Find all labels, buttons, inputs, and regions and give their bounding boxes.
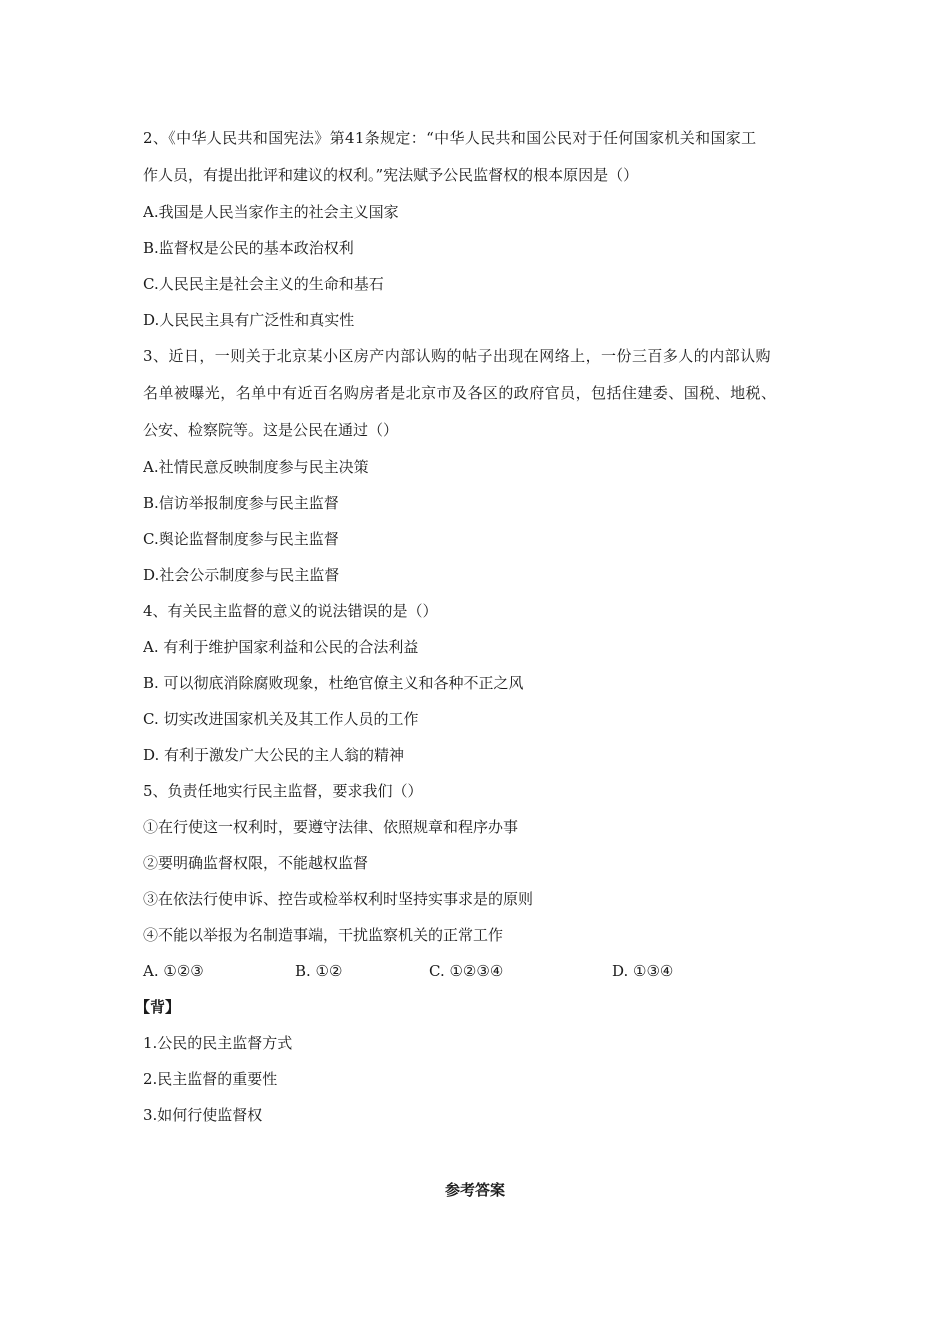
question-4 [143,593,813,773]
question-2-stem-line-1: 2、《中华人民共和国宪法》第41条规定：“中华人民共和国公民对于任何国家机关和国家工 [143,129,757,147]
question-4-option-c: C. 切实改进国家机关及其工作人员的工作 [143,710,419,728]
question-3-stem-line-1: 3、近日，一则关于北京某小区房产内部认购的帖子出现在网络上，一份三百多人的内部认购 [143,347,771,365]
recite-section [135,989,813,1133]
question-3-option-a: A.社情民意反映制度参与民主决策 [143,458,369,476]
question-2-stem-line-2: 作人员，有提出批评和建议的权利。”宪法赋予公民监督权的根本原因是（） [143,166,639,184]
question-5-statement-4: ④不能以举报为名制造事端，干扰监察机关的正常工作 [143,926,504,944]
question-5-choice-b: B. ①② [295,962,343,980]
question-5-choice-a: A. ①②③ [143,962,204,980]
answer-title: 参考答案 [444,1181,505,1199]
question-5-stem: 5、负责任地实行民主监督，要求我们（） [143,782,423,800]
question-4-option-d: D. 有利于激发广大公民的主人翁的精神 [143,746,405,764]
question-5-statement-3: ③在依法行使申诉、控告或检举权利时坚持实事求是的原则 [143,890,534,908]
question-2 [143,120,813,338]
recite-item-1: 1.公民的民主监督方式 [143,1034,293,1052]
question-5-statement-1: ①在行使这一权利时，要遵守法律、依照规章和程序办事 [143,818,519,836]
recite-item-2: 2.民主监督的重要性 [143,1070,278,1088]
question-3-option-d: D.社会公示制度参与民主监督 [143,566,340,584]
question-2-option-b: B.监督权是公民的基本政治权利 [143,239,354,257]
question-5 [143,773,813,989]
question-4-stem: 4、有关民主监督的意义的说法错误的是（） [143,602,438,620]
question-5-choice-d: D. ①③④ [612,962,674,980]
question-5-choice-c: C. ①②③④ [429,962,504,980]
question-5-statement-2: ②要明确监督权限，不能越权监督 [143,854,369,872]
document-content [135,120,813,1133]
question-3 [143,338,813,593]
question-2-option-a: A.我国是人民当家作主的社会主义国家 [143,203,399,221]
recite-item-3: 3.如何行使监督权 [143,1106,263,1124]
recite-heading: 【背】 [135,998,181,1016]
question-3-stem-line-3: 公安、检察院等。这是公民在通过（） [143,421,399,439]
question-2-option-c: C.人民民主是社会主义的生命和基石 [143,275,384,293]
question-4-option-a: A. 有利于维护国家利益和公民的合法利益 [143,638,419,656]
question-3-option-c: C.舆论监督制度参与民主监督 [143,530,339,548]
question-3-option-b: B.信访举报制度参与民主监督 [143,494,339,512]
question-4-option-b: B. 可以彻底消除腐败现象，杜绝官僚主义和各种不正之风 [143,674,524,692]
question-5-choices [143,953,813,989]
question-3-stem-line-2: 名单被曝光，名单中有近百名购房者是北京市及各区的政府官员，包括住建委、国税、地税、 [143,384,777,402]
question-2-option-d: D.人民民主具有广泛性和真实性 [143,311,355,329]
